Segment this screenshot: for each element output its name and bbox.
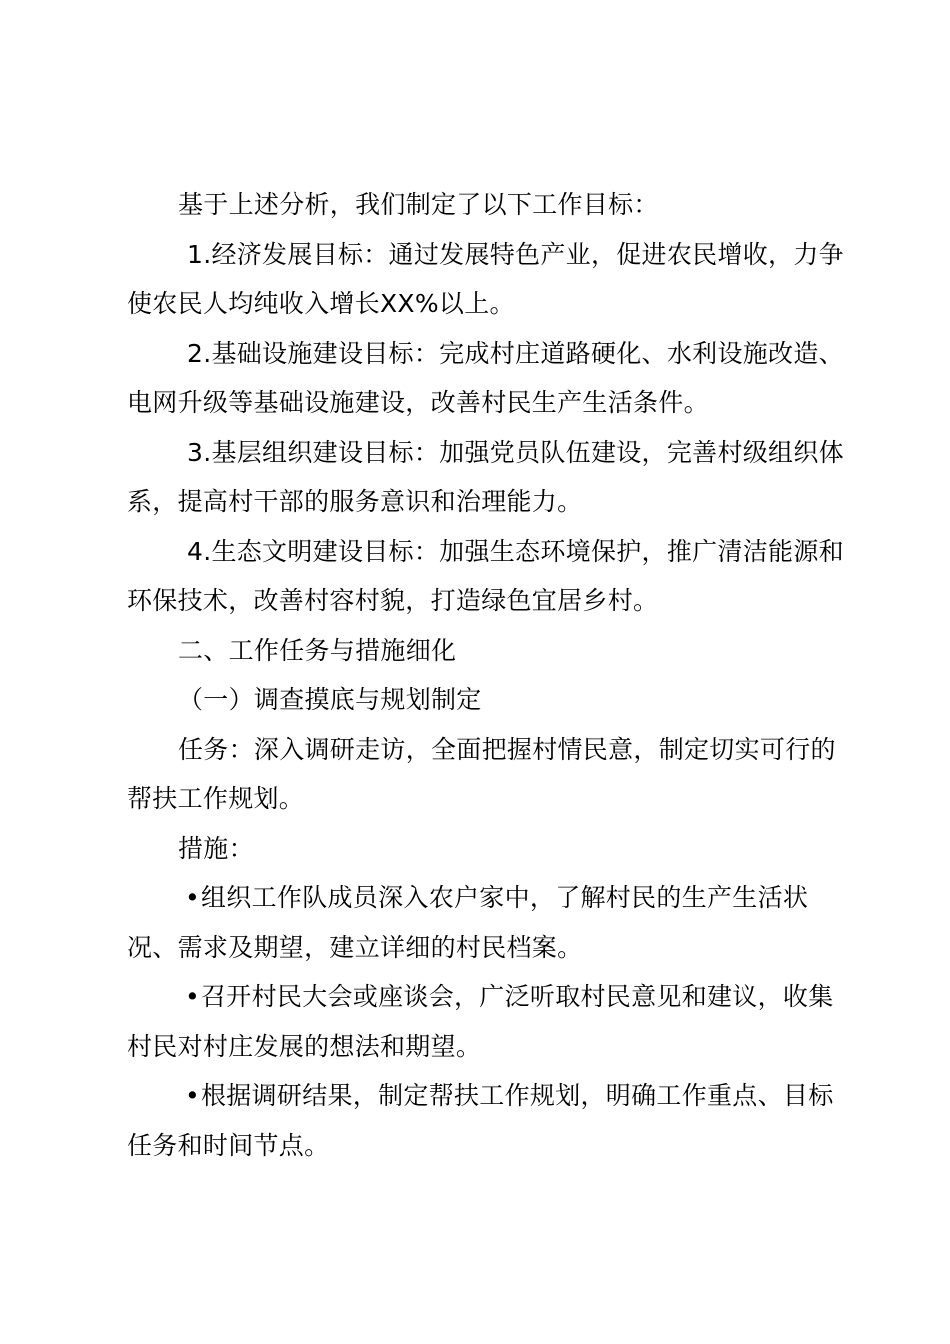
measure-item	[127, 873, 847, 972]
goal-ecology: 4.生态文明建设目标：加强生态环境保护，推广清洁能源和环保技术，改善村容村貌，打造绿色宜居乡村。	[127, 536, 844, 615]
measure-text: 根据调研结果，制定帮扶工作规划，明确工作重点、目标任务和时间节点。	[127, 1081, 834, 1160]
section-heading: 二、工作任务与措施细化	[178, 635, 457, 665]
bullet-icon: •	[185, 1081, 201, 1110]
goal-organization: 3.基层组织建设目标：加强党员队伍建设，完善村级组织体系，提高村干部的服务意识和治理能力。	[127, 437, 844, 516]
subsection-heading: （一）调查摸底与规划制定	[178, 685, 482, 714]
intro-paragraph: 基于上述分析，我们制定了以下工作目标：	[178, 190, 659, 219]
measure-item	[127, 972, 847, 1071]
measures-label: 措施：	[178, 833, 254, 863]
measure-item	[127, 1071, 847, 1170]
measure-text: 召开村民大会或座谈会，广泛听取村民意见和建议，收集村民对村庄发展的想法和期望。	[127, 982, 834, 1061]
task-paragraph: 任务：深入调研走访，全面把握村情民意，制定切实可行的帮扶工作规划。	[127, 734, 836, 813]
bullet-icon: •	[185, 982, 201, 1011]
document-body	[127, 180, 847, 1170]
bullet-icon: •	[185, 883, 201, 912]
measure-text: 组织工作队成员深入农户家中，了解村民的生产生活状况、需求及期望，建立详细的村民档案。	[127, 883, 809, 962]
goal-economic: 1.经济发展目标：通过发展特色产业，促进农民增收，力争使农民人均纯收入增长XX%以上。	[127, 239, 844, 318]
goal-infrastructure: 2.基础设施建设目标：完成村庄道路硬化、水利设施改造、电网升级等基础设施建设，改善村民生产生活条件。	[127, 338, 844, 417]
